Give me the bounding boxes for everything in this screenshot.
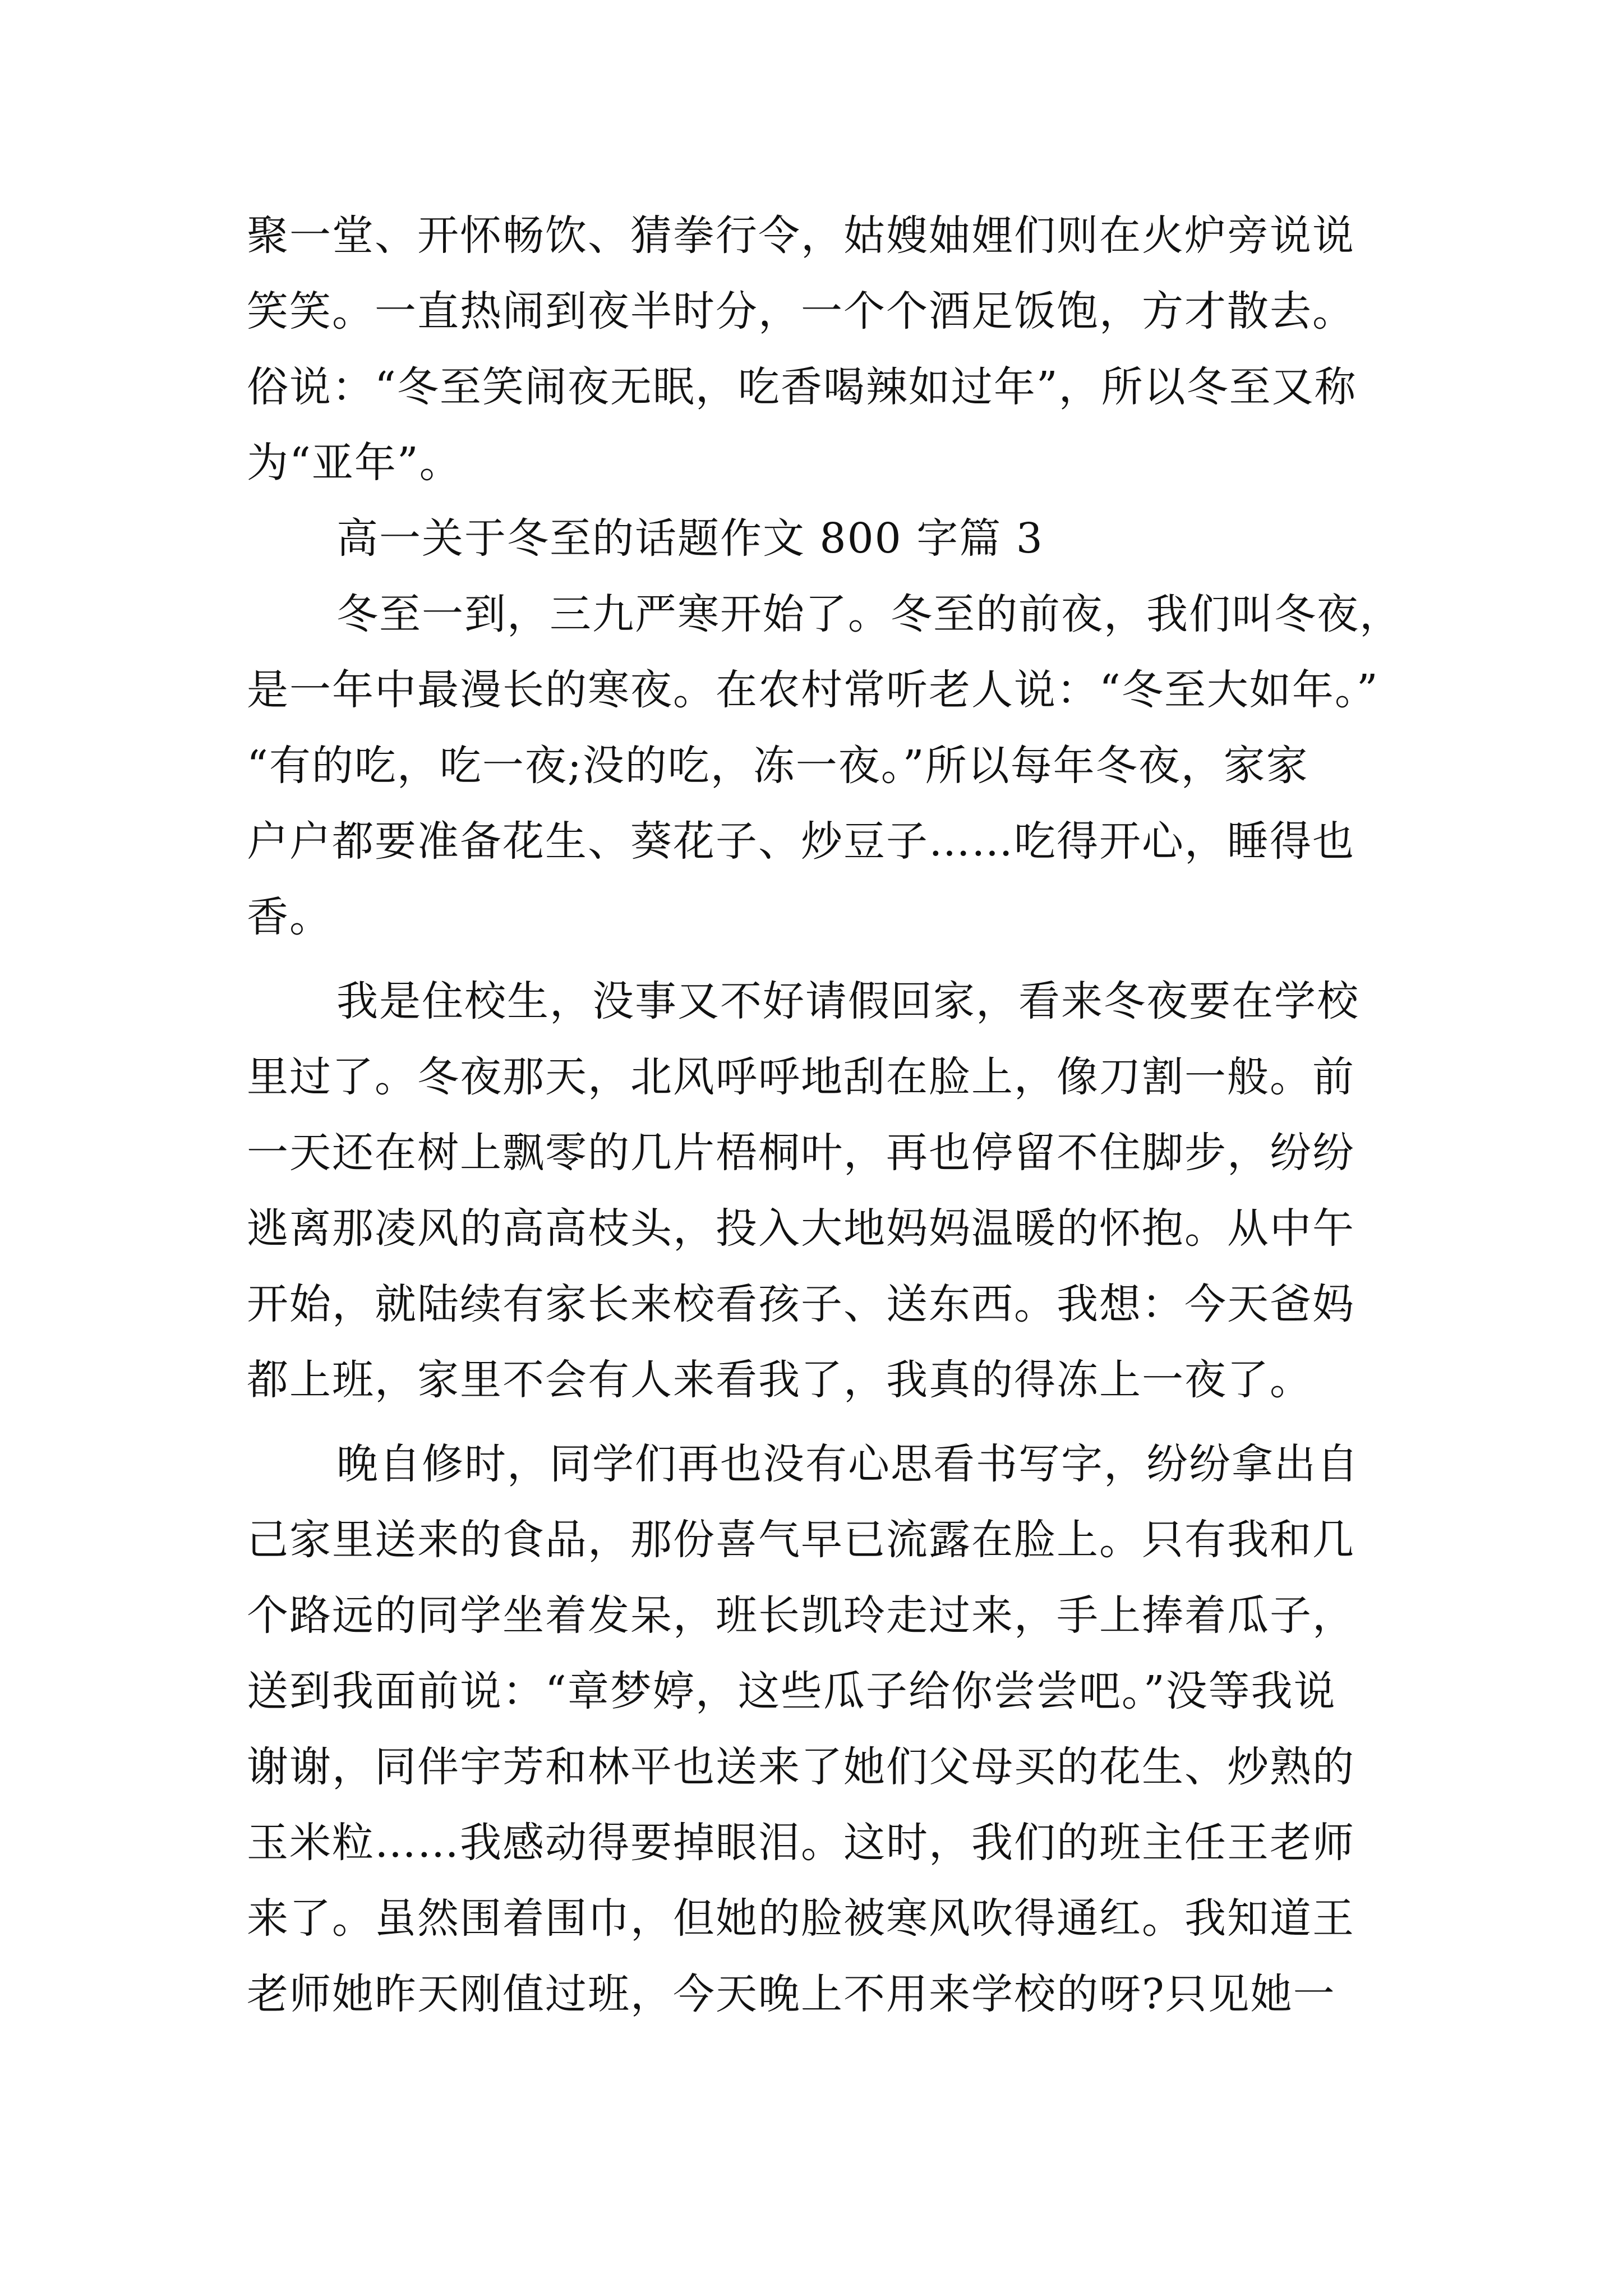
text-line: “有的吃，吃一夜;没的吃，冻一夜。”所以每年冬夜，家家 — [247, 742, 1309, 790]
text-line: 逃离那凌风的高高枝头，投入大地妈妈温暖的怀抱。从中午 — [247, 1204, 1355, 1253]
text-line: 个路远的同学坐着发呆，班长凯玲走过来，手上捧着瓜子， — [247, 1591, 1355, 1640]
text-line: 都上班，家里不会有人来看我了，我真的得冻上一夜了。 — [247, 1356, 1312, 1404]
text-line: 聚一堂、开怀畅饮、猜拳行令，姑嫂妯娌们则在火炉旁说说 — [247, 211, 1355, 260]
text-line: 晚自修时，同学们再也没有心思看书写字，纷纷拿出自 — [336, 1440, 1359, 1488]
text-line: 谢谢，同伴宇芳和林平也送来了她们父母买的花生、炒熟的 — [247, 1743, 1355, 1791]
text-line: 户户都要准备花生、葵花子、炒豆子……吃得开心，睡得也 — [247, 817, 1355, 866]
text-line: 玉米粒……我感动得要掉眼泪。这时，我们的班主任王老师 — [247, 1819, 1355, 1867]
text-line: 己家里送来的食品，那份喜气早已流露在脸上。只有我和几 — [247, 1516, 1355, 1564]
text-line: 香。 — [247, 893, 332, 941]
text-line: 一天还在树上飘零的几片梧桐叶，再也停留不住脚步，纷纷 — [247, 1129, 1355, 1177]
text-line: 送到我面前说：“章梦婷，这些瓜子给你尝尝吧。”没等我说 — [247, 1667, 1336, 1715]
text-line: 俗说：“冬至笑闹夜无眠，吃香喝辣如过年”，所以冬至又称 — [247, 363, 1357, 411]
text-line: 来了。虽然围着围巾，但她的脸被寒风吹得通红。我知道王 — [247, 1894, 1355, 1943]
text-line: 里过了。冬夜那天，北风呼呼地刮在脸上，像刀割一般。前 — [247, 1053, 1355, 1101]
text-line: 老师她昨天刚值过班，今天晚上不用来学校的呀?只见她一 — [247, 1970, 1336, 2018]
text-line: 冬至一到，三九严寒开始了。冬至的前夜，我们叫冬夜， — [336, 590, 1402, 638]
text-line: 我是住校生，没事又不好请假回家，看来冬夜要在学校 — [336, 977, 1359, 1025]
text-line: 开始，就陆续有家长来校看孩子、送东西。我想：今天爸妈 — [247, 1280, 1355, 1328]
text-line: 是一年中最漫长的寒夜。在农村常听老人说：“冬至大如年。” — [247, 666, 1379, 714]
text-line: 笑笑。一直热闹到夜半时分，一个个酒足饭饱，方才散去。 — [247, 287, 1355, 335]
section-heading: 高一关于冬至的话题作文 800 字篇 3 — [336, 514, 1044, 563]
text-line: 为“亚年”。 — [247, 439, 462, 487]
